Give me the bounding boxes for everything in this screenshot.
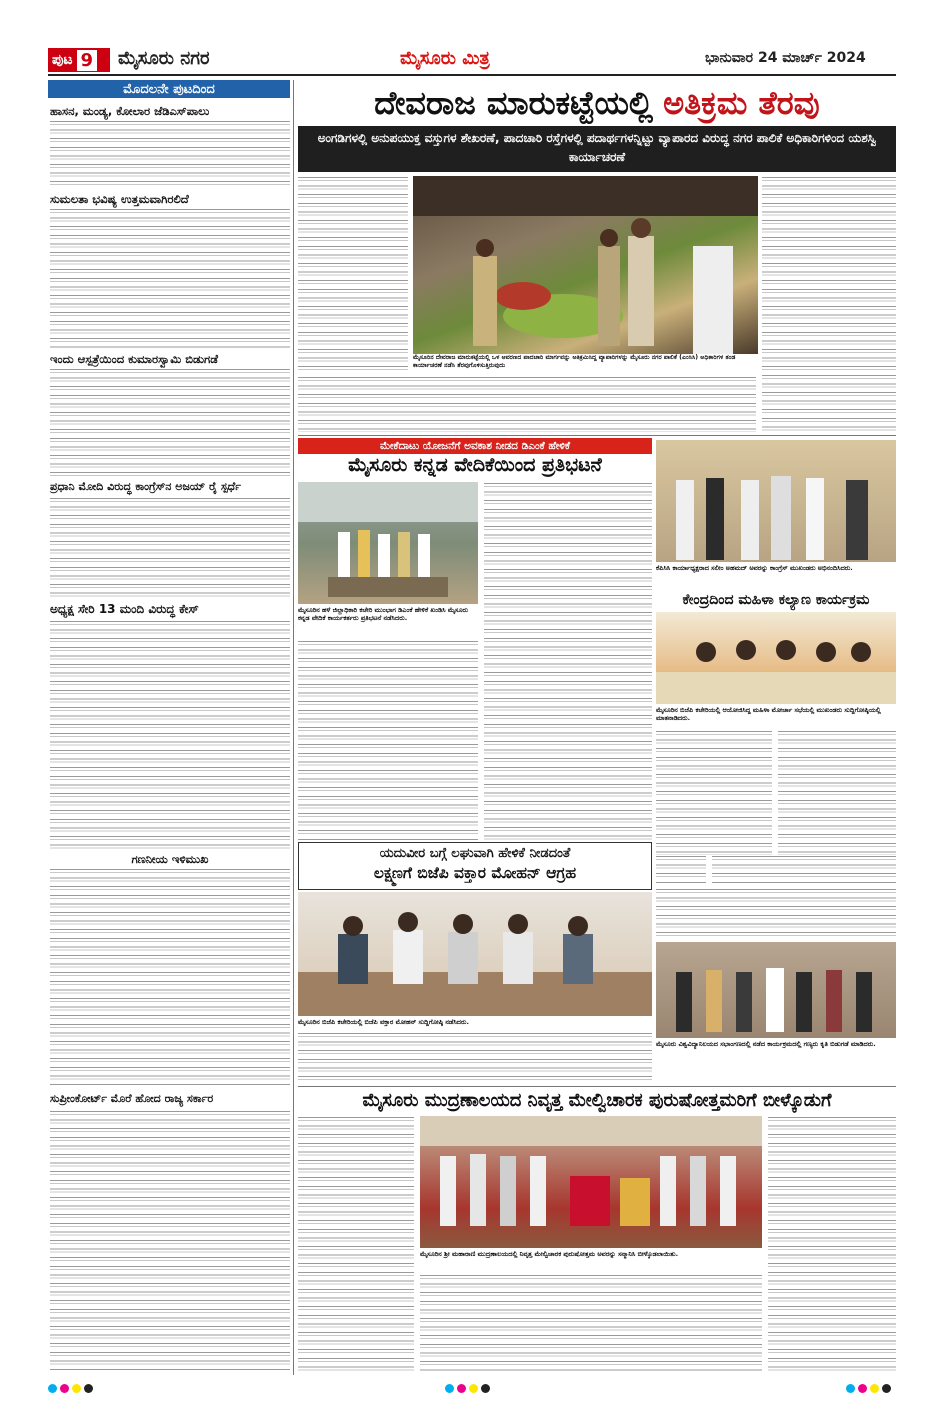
women-welfare-caption: ಮೈಸೂರಿನ ಬಿಜೆಪಿ ಕಚೇರಿಯಲ್ಲಿ ಆಯೋಜಿಸಿದ್ದ ಮಹಿಳಾ ಮೋರ್ಚಾ ಸಭೆಯಲ್ಲಿ ಮುಖಂಡರು ಸುದ್ದಿಗೋಷ್ಠಿಯಲ್ಲಿ ಮಾತನಾಡಿದರು. <box>656 706 881 722</box>
protest-headline: ಮೈಸೂರು ಕನ್ನಡ ವೇದಿಕೆಯಿಂದ ಪ್ರತಿಭಟನೆ <box>348 454 602 476</box>
lead-headline-black: ದೇವರಾಜ ಮಾರುಕಟ್ಟೆಯಲ್ಲಿ <box>374 83 654 122</box>
article-body <box>50 868 290 1086</box>
dateline: ಭಾನುವಾರ 24 ಮಾರ್ಚ್ 2024 <box>705 50 866 66</box>
women-welfare-body-col1 <box>656 730 772 855</box>
press-headline-line2: ಲಕ್ಷ್ಮಣಗೆ ಬಿಜೆಪಿ ವಕ್ತಾರ ಮೋಹನ್ ಆಗ್ರಹ <box>373 864 577 882</box>
press-headline-box <box>298 842 652 890</box>
lead-photo-caption: ಮೈಸೂರಿನ ದೇವರಾಜ ಮಾರುಕಟ್ಟೆಯಲ್ಲಿ ಒಳ ಆವರಣದ ಪಾದಚಾರಿ ಮಾರ್ಗವನ್ನು ಅತಿಕ್ರಮಿಸಿದ್ದ ವ್ಯಾಪಾರಿಗಳನ್ನು ಮೈಸೂರು ನಗರ ಪಾಲಿಕೆ (ಎಂಸಿಸಿ) ಅಧಿಕಾರಿಗಳ ತಂಡ ಕಾರ್ಯಾಚರಣೆ ನಡೆಸಿ ತೆರವುಗೊಳಿಸುತ್ತಿರುವುದು <box>413 354 736 369</box>
article-body <box>50 208 290 348</box>
book-body-top <box>656 888 896 938</box>
article-body <box>50 368 290 476</box>
women-welfare-photo <box>656 612 896 704</box>
lead-body-col1 <box>298 176 408 371</box>
press-photo <box>298 892 652 1016</box>
registration-marks-left <box>48 1378 96 1397</box>
farewell-caption: ಮೈಸೂರಿನ ಶ್ರೀ ಮಹಾರಾಣಿ ಮುದ್ರಣಾಲಯದಲ್ಲಿ ನಿವೃತ್ತ ಮೇಲ್ವಿಚಾರಕ ಪುರುಷೋತ್ತಮ ಅವರನ್ನು ಸನ್ಮಾನಿಸಿ ಬೀಳ್ಕೊಡಲಾಯಿತು. <box>420 1250 679 1258</box>
section-rule <box>298 1086 896 1087</box>
column-divider <box>293 80 294 1375</box>
lead-body-col3 <box>762 176 896 432</box>
protest-body-col2 <box>484 482 652 840</box>
article-headline: ಇಂದು ಆಸ್ಪತ್ರೆಯಿಂದ ಕುಮಾರಸ್ವಾಮಿ ಬಿಡುಗಡೆ <box>50 352 219 366</box>
protest-photo <box>298 482 478 604</box>
women-welfare-body-col2 <box>778 730 896 855</box>
page-number-badge <box>48 48 110 72</box>
meeting-photo <box>656 440 896 562</box>
women-welfare-headline: ಕೇಂದ್ರದಿಂದ ಮಹಿಳಾ ಕಲ್ಯಾಣ ಕಾರ್ಯಕ್ರಮ <box>682 592 870 608</box>
page-header <box>0 0 945 75</box>
section-rule <box>298 435 896 436</box>
header-rule <box>48 74 896 76</box>
article-headline: ಹಾಸನ, ಮಂಡ್ಯ, ಕೋಲಾರ ಜೆಡಿಎಸ್‌ಪಾಲು <box>50 104 210 118</box>
article-headline: ಸುಪ್ರೀಂಕೋರ್ಟ್ ಮೊರೆ ಹೋದ ರಾಜ್ಯ ಸರ್ಕಾರ <box>50 1092 214 1105</box>
registration-marks-center <box>445 1378 493 1397</box>
women-welfare-body-col4 <box>656 855 706 885</box>
protest-caption: ಮೈಸೂರಿನ ಹಳೆ ಜಿಲ್ಲಾಧಿಕಾರಿ ಕಚೇರಿ ಮುಂಭಾಗ ಡಿಎಂಕೆ ಹೇಳಿಕೆ ಖಂಡಿಸಿ ಮೈಸೂರು ಕನ್ನಡ ವೇದಿಕೆ ಕಾರ್ಯಕರ್ತರು ಪ್ರತಿಭಟನೆ ನಡೆಸಿದರು. <box>298 606 469 622</box>
article-body <box>50 120 290 186</box>
farewell-body-col1 <box>298 1116 414 1372</box>
press-caption: ಮೈಸೂರಿನ ಬಿಜೆಪಿ ಕಚೇರಿಯಲ್ಲಿ ಬಿಜೆಪಿ ವಕ್ತಾರ ಮೋಹನ್ ಸುದ್ದಿಗೋಷ್ಠಿ ನಡೆಸಿದರು. <box>298 1018 469 1026</box>
lead-headline <box>298 80 896 126</box>
protest-kicker: ಮೇಕೆದಾಟು ಯೋಜನೆಗೆ ಅವಕಾಶ ನೀಡದ ಡಿಎಂಕೆ ಹೇಳಿಕೆ <box>298 438 652 454</box>
article-headline: ಅಧ್ಯಕ್ಷ ಸೇರಿ 13 ಮಂದಿ ವಿರುದ್ಧ ಕೇಸ್ <box>50 602 199 616</box>
article-body <box>50 1110 290 1372</box>
farewell-headline: ಮೈಸೂರು ಮುದ್ರಣಾಲಯದ ನಿವೃತ್ತ ಮೇಲ್ವಿಚಾರಕ ಪುರುಷೋತ್ತಮರಿಗೆ ಬೀಳ್ಕೊಡುಗೆ <box>362 1090 832 1111</box>
lead-headline-red: ಅತಿಕ್ರಮ ತೆರವು <box>663 83 820 122</box>
registration-marks-right <box>846 1378 894 1397</box>
book-caption: ಮೈಸೂರು ವಿಶ್ವವಿದ್ಯಾನಿಲಯದ ಸಭಾಂಗಣದಲ್ಲಿ ನಡೆದ ಕಾರ್ಯಕ್ರಮದಲ್ಲಿ ಗಣ್ಯರು ಕೃತಿ ಬಿಡುಗಡೆ ಮಾಡಿದರು. <box>656 1040 876 1048</box>
section-title: ಮೈಸೂರು ನಗರ <box>118 48 210 69</box>
lead-body-bottom <box>298 376 756 432</box>
article-headline: ಸುಮಲತಾ ಭವಿಷ್ಯ ಉತ್ತಮವಾಗಿರಲಿದೆ <box>50 192 189 206</box>
article-body <box>50 620 290 852</box>
page-number: 9 <box>77 50 98 71</box>
protest-body-col1 <box>298 640 478 840</box>
book-photo <box>656 942 896 1038</box>
masthead: ಮೈಸೂರು ಮಿತ್ರ <box>400 48 490 69</box>
press-body <box>298 1032 652 1082</box>
women-welfare-body-col3 <box>712 855 896 885</box>
lead-photo <box>413 176 758 354</box>
farewell-photo <box>420 1116 762 1248</box>
lead-subhead: ಅಂಗಡಿಗಳಲ್ಲಿ ಅನುಪಯುಕ್ತ ವಸ್ತುಗಳ ಶೇಖರಣೆ, ಪಾದಚಾರಿ ರಸ್ತೆಗಳಲ್ಲಿ ಪದಾರ್ಥಗಳನ್ನಿಟ್ಟು ವ್ಯಾಪಾರದ ವಿರುದ್ಧ ನಗರ ಪಾಲಿಕೆ ಅಧಿಕಾರಿಗಳಿಂದ ಯಶಸ್ವಿ ಕಾರ್ಯಾಚರಣೆ <box>298 126 896 172</box>
farewell-body-col3 <box>768 1116 896 1372</box>
article-headline: ಪ್ರಧಾನಿ ಮೋದಿ ವಿರುದ್ಧ ಕಾಂಗ್ರೆಸ್‌ನ ಅಜಯ್ ರೈ ಸ್ಪರ್ಧೆ <box>50 480 241 493</box>
article-headline: ಗಣನೀಯ ಇಳಿಮುಖ <box>131 852 209 866</box>
article-body <box>50 497 290 597</box>
page-label: ಪುಟ <box>52 52 73 68</box>
press-headline-line1: ಯದುವೀರ ಬಗ್ಗೆ ಲಘುವಾಗಿ ಹೇಳಿಕೆ ನೀಡದಂತೆ <box>379 846 571 861</box>
continued-bar: ಮೊದಲನೇ ಪುಟದಿಂದ <box>48 80 290 98</box>
meeting-caption: ಕೆಪಿಸಿಸಿ ಕಾರ್ಯಾಧ್ಯಕ್ಷರಾದ ಸಲೀಂ ಅಹಮದ್ ಅವರನ್ನು ಕಾಂಗ್ರೆಸ್ ಮುಖಂಡರು ಅಭಿನಂದಿಸಿದರು. <box>656 564 853 572</box>
farewell-body-col2 <box>420 1274 762 1372</box>
